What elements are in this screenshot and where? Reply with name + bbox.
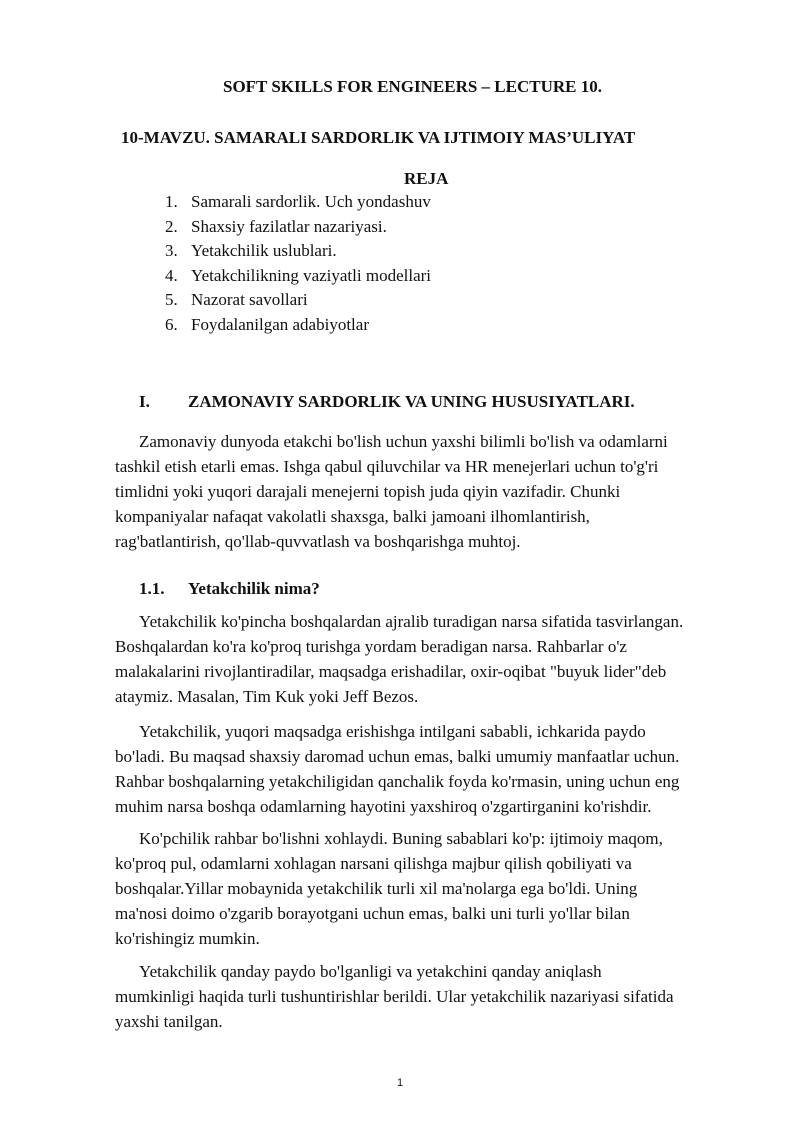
body-paragraph	[115, 959, 755, 1034]
plan-item	[165, 190, 431, 215]
plan-item-number: 6.	[165, 314, 178, 334]
paragraph-line: ko'proq pul, odamlarni xohlagan narsani qilishga majbur qilish qobiliyati va	[115, 854, 632, 873]
paragraph-line: Yetakchilik ko'pincha boshqalardan ajralib turadigan narsa sifatida tasvirlangan.	[139, 612, 684, 631]
body-paragraph	[115, 429, 755, 554]
plan-item	[165, 288, 431, 313]
plan-item	[165, 264, 431, 289]
plan-item-number: 1.	[165, 192, 178, 211]
paragraph-line: bo'ladi. Bu maqsad shaxsiy daromad uchun emas, balki umumiy manfaatlar uchun.	[115, 747, 680, 766]
paragraph-line: Rahbar boshqalarning yetakchiligidan qanchalik foyda ko'rmasin, uning uchun eng	[115, 772, 680, 791]
page-number: 1	[396, 1077, 404, 1089]
plan-item	[165, 215, 431, 240]
subsection-title: Yetakchilik nima?	[188, 579, 320, 598]
plan-item	[165, 239, 431, 264]
paragraph-line: ma'nosi doimo o'zgarib borayotgani uchun emas, balki uni turli yo'llar bilan	[115, 904, 630, 923]
plan-item-text: Nazorat savollari	[191, 290, 308, 310]
paragraph-line: ataymiz. Masalan, Tim Kuk yoki Jeff Bezos.	[115, 687, 419, 706]
paragraph-line: mumkinligi haqida turli tushuntirishlar berildi. Ular yetakchilik nazariyasi sifatida	[115, 987, 674, 1006]
plan-item-text: Yetakchilik uslublari.	[191, 241, 337, 261]
paragraph-line: yaxshi tanilgan.	[115, 1012, 223, 1031]
plan-item-number: 4.	[165, 265, 178, 285]
paragraph-line: timlidni yoki yuqori darajali menejerni topish juda qiyin vazifadir. Chunki	[115, 482, 621, 501]
plan-item-text: Samarali sardorlik. Uch yondashuv	[191, 192, 431, 211]
paragraph-line: tashkil etish etarli emas. Ishga qabul qiluvchilar va HR menejerlari uchun to'g'ri	[115, 457, 659, 476]
paragraph-line: Yetakchilik, yuqori maqsadga erishishga intilgani sababli, ichkarida paydo	[139, 722, 646, 741]
paragraph-line: Ko'pchilik rahbar bo'lishni xohlaydi. Buning sabablari ko'p: ijtimoiy maqom,	[139, 829, 663, 848]
paragraph-line: rag'batlantirish, qo'llab-quvvatlash va boshqarishga muhtoj.	[115, 532, 521, 551]
paragraph-line: Yetakchilik qanday paydo bo'lganligi va yetakchini qanday aniqlash	[139, 962, 602, 981]
plan-heading: REJA	[404, 169, 449, 188]
document-title: SOFT SKILLS FOR ENGINEERS – LECTURE 10.	[223, 77, 602, 96]
lecture-topic-title: 10-MAVZU. SAMARALI SARDORLIK VA IJTIMOIY MAS’ULIYAT	[121, 128, 636, 147]
plan-item	[165, 313, 431, 338]
plan-item-text: Foydalanilgan adabiyotlar	[191, 314, 369, 334]
paragraph-line: ko'rishingiz mumkin.	[115, 929, 260, 948]
subsection-number: 1.1.	[139, 579, 165, 598]
paragraph-line: boshqalar.Yillar mobaynida yetakchilik turli xil ma'nolarga ega bo'ldi. Uning	[115, 879, 638, 898]
paragraph-line: kompaniyalar nafaqat vakolatli shaxsga, balki jamoani ilhomlantirish,	[115, 507, 590, 526]
body-paragraph	[115, 609, 755, 709]
paragraph-line: malakalarini rivojlantiradilar, maqsadga erishadilar, oxir-oqibat "buyuk lider"deb	[115, 662, 667, 681]
paragraph-line: Boshqalardan ko'ra ko'proq turishga yordam beradigan narsa. Rahbarlar o'z	[115, 637, 627, 656]
body-paragraph	[115, 719, 755, 819]
plan-item-number: 5.	[165, 290, 178, 310]
paragraph-line: Zamonaviy dunyoda etakchi bo'lish uchun yaxshi bilimli bo'lish va odamlarni	[139, 432, 668, 451]
section-number: I.	[139, 392, 150, 411]
paragraph-line: muhim narsa boshqa odamlarning hayotini yaxshiroq o'zgartirganini ko'rishdir.	[115, 797, 652, 816]
section-title: ZAMONAVIY SARDORLIK VA UNING HUSUSIYATLARI.	[188, 392, 635, 411]
plan-item-number: 3.	[165, 241, 178, 261]
body-paragraph	[115, 826, 755, 951]
plan-list	[165, 190, 431, 338]
plan-item-text: Shaxsiy fazilatlar nazariyasi.	[191, 216, 387, 236]
plan-item-text: Yetakchilikning vaziyatli modellari	[191, 265, 432, 285]
plan-item-number: 2.	[165, 216, 178, 236]
